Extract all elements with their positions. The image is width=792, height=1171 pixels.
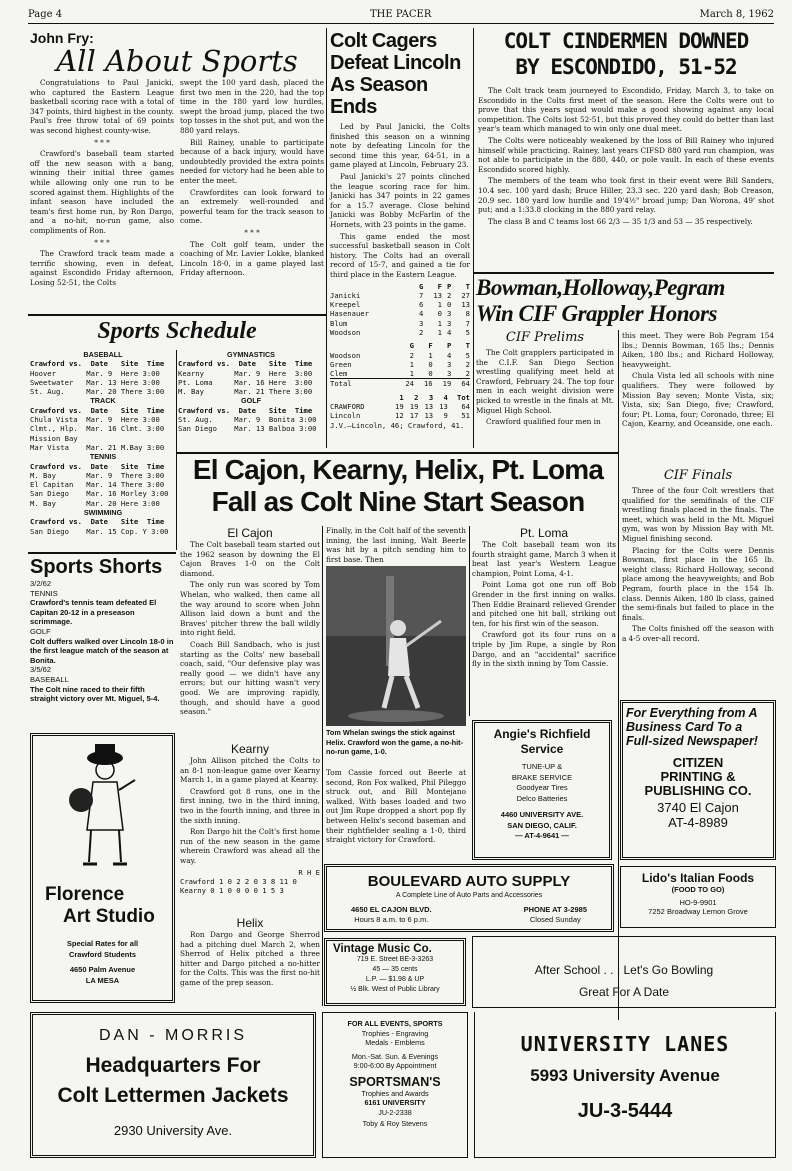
- paper-name: THE PACER: [370, 9, 432, 20]
- schedule-row: Mission Bay: [30, 433, 78, 443]
- schedule-row: Clmt., Hlp. Mar. 16 Clmt. 3:00: [30, 424, 165, 434]
- schedule-sport-tennis: TENNIS: [89, 452, 117, 462]
- cagers-title: Colt Cagers Defeat Lincoln As Season Ends: [330, 30, 461, 118]
- table-cell: 51: [461, 411, 470, 421]
- table-cell: 4: [419, 309, 424, 319]
- angies-richfield-ad: Angie's Richfield Service TUNE-UP & BRAKE SERVICE Goodyear Tires Delco Batteries 4460 UNIVERSITY AVE. SAN DIEGO, CALIF. — AT-4-9641 —: [472, 720, 612, 860]
- table-cell: 3: [446, 359, 452, 369]
- table-cell: 2: [446, 290, 452, 300]
- schedule-row: St. Aug. Mar. 9 Bonita 3:00: [178, 415, 317, 425]
- box-score-table: [330, 282, 470, 338]
- shorts-line: The Colt nine raced to their fifth straight victory over Mt. Miguel, 5-4.: [30, 684, 160, 704]
- schedule-row: M. Bay Mar. 9 There 3:00: [30, 470, 165, 480]
- all-about-sports-article: [30, 30, 324, 287]
- table-cell: 9: [443, 411, 448, 421]
- table-cell: 13: [424, 402, 434, 412]
- table-row: [330, 341, 470, 350]
- artist-illustration: [63, 740, 143, 870]
- table-row: [330, 402, 470, 411]
- helix-ending: Tom Cassie forced out Beerle at second, Ron Fox walked, Phil Pileggo struck out, and Bill Montejano walked. With bases loaded and two out Jim Rupe dropped a short pop fly between Helix's second baseman and their rightfielder sealing a 1-0, third straight victory for Crawford.: [326, 768, 466, 845]
- schedule-title: Sports Schedule: [97, 318, 257, 344]
- table-cell: Hasenauer: [330, 309, 369, 319]
- schedule-row: M. Bay Mar. 21 There 3:00: [178, 387, 313, 397]
- schedule-row: San Diego Mar. 16 Morley 3:00: [30, 489, 169, 499]
- article-column-2: swept the 100 yard dash, placed the first two men in the 220, had the top time in the 180 yard low hurdles, swept the broad jump, placed the two top tosses in the shot put, and won the 880 yard relays. Bill Rainey, unable to participate because of a back injury, would have undoubtedly provided the extra points needed for victory had he been able to enter the meet. Crawfordites can look forward to an extremely well-rounded and powerful team for the track season to come. * * * The Colt golf team, under the coaching of Mr. Lavier Lokke, blanked Lincoln 18-0, in a game played last Friday afternoon.: [180, 78, 324, 278]
- schedule-columns: Crawford vs. Date Site Time: [178, 405, 313, 415]
- table-cell: Blum: [330, 318, 348, 328]
- table-cell: 2: [414, 392, 419, 402]
- table-cell: P: [446, 281, 452, 291]
- boulevard-auto-ad: BOULEVARD AUTO SUPPLY A Complete Line of Auto Parts and Accessories 4650 EL CAJON BLVD. Hours 8 a.m. to 6 p.m. PHONE AT 3-2985 Closed Sunday: [324, 864, 614, 932]
- schedule-row: Chula Vista Mar. 9 Here 3:00: [30, 415, 160, 425]
- table-cell: 7: [419, 290, 424, 300]
- citizen-printing-ad: For Everything from A Business Card To a Full-sized Newspaper! CITIZEN PRINTING & PUBLISHING CO. 3740 El Cajon AT-4-8989: [620, 700, 776, 860]
- cif-finals-article: CIF Finals Three of the four Colt wrestlers that qualified for the semifinals of the CIF wrestling finals placed in the finals. The meet, which was held in the Mt. Miguel gym, was won by Mission Bay with Mt. Miguel finishing second. Placing for the Colts were Dennis Bowman, first place in the 165 lb. weight class; Richard Holloway, second place among the heavyweights; and Bob Pegram, fourth place in the 154 lb. class. Dennis Aiken, 180 lb class, gained the semi-finals but failed to place in the finals. The Colts finished off the season with a 4-5 over-all record.: [622, 468, 774, 643]
- shorts-line: 3/5/62: [30, 665, 52, 675]
- cindermen-title: COLT CINDERMEN DOWNED BY ESCONDIDO, 51-52: [503, 29, 749, 79]
- table-cell: 27: [461, 290, 470, 300]
- article-column-1: Congratulations to Paul Janicki, who captured the Eastern League basketball scoring race with a total of 347 points, third highest in the county. Paul's free throw total of 69 points was second highest county-wise. * * * Crawford's baseball team started off the new season with a bang, winning their initial three games while allowing only one run to be scored against them. Highlights of the infant season have included the team's first home run, by Ron Dargo, and a no-hit, no-run game, also compliments of Ron. * * * The Crawford track team made a terrific showing, even in defeat, against Escondido Friday afternoon, Losing 52-51, the Colts: [30, 78, 174, 287]
- table-cell: 4: [446, 350, 452, 360]
- jv-result: J.V.—Lincoln, 46; Crawford, 41.: [330, 420, 465, 430]
- table-row: [330, 300, 470, 309]
- table-cell: T: [465, 281, 470, 291]
- schedule-left: [30, 350, 176, 536]
- table-cell: Kreepel: [330, 300, 361, 310]
- shorts-title: Sports Shorts: [30, 556, 163, 578]
- table-cell: 19: [395, 402, 404, 412]
- table-cell: 1: [437, 300, 442, 310]
- table-cell: 3: [446, 369, 452, 379]
- table-row: [330, 411, 470, 420]
- schedule-row: Hoover Mar. 9 Here 3:00: [30, 368, 160, 378]
- schedule-row: Sweetwater Mar. 13 Here 3:00: [30, 377, 160, 387]
- baseball-photo: [326, 566, 466, 726]
- table-cell: 4: [443, 392, 448, 402]
- table-cell: 0: [446, 300, 452, 310]
- schedule-sport-gym: GYMNASTICS: [227, 350, 275, 359]
- quarter-score-table: [330, 393, 470, 421]
- table-cell: 13: [461, 300, 470, 310]
- table-cell: 4: [446, 327, 452, 337]
- table-cell: 1: [428, 350, 433, 360]
- helix-continued: Finally, in the Colt half of the seventh inning, the last inning, Walt Beerle was hit by a pitch sending him to first base. Then: [326, 526, 466, 564]
- sportsmans-trophies-ad: FOR ALL EVENTS, SPORTS Trophies - Engraving Medals - Emblems Mon.-Sat. Sun. & Evenings 9:00-6:00 By Appointment SPORTSMAN'S Trophies and Awards 6161 UNIVERSITY JU-2-2338 Toby & Roy Stevens: [322, 1012, 468, 1158]
- shorts-line: Colt duffers walked over Lincoln 18-0 in the first league match of the season at Bonita.: [30, 636, 174, 665]
- lidos-italian-foods-ad: Lido's Italian Foods (FOOD TO GO) HO-9-9901 7252 Broadway Lemon Grove: [620, 866, 776, 928]
- table-row: [330, 360, 470, 369]
- table-cell: 1: [399, 392, 404, 402]
- table-cell: 3: [419, 318, 424, 328]
- table-cell: Tot: [457, 392, 470, 402]
- schedule-row: M. Bay Mar. 20 Here 3:00: [30, 498, 160, 508]
- issue-date: March 8, 1962: [699, 9, 774, 20]
- schedule-columns: Crawford vs. Date Site Time: [30, 517, 165, 527]
- kearny-story: Kearny John Allison pitched the Colts to an 8-1 non-league game over Kearny March 1, in a game played at Kearny. Crawford got 8 runs, one in the first inning, two in the third inning, two in the fourth inning, and three in the sixth inning. Ron Dargo hit the Colt's first home run of the new season in the game wherein Crawford was ahead all the way. R H E Crawford 1 0 2 2 0 3 8 11 0 Kearny 0 1 0 0 0 0 1 5 3: [180, 742, 320, 896]
- sports-shorts: [30, 556, 174, 704]
- byline: John Fry:: [30, 30, 94, 46]
- table-cell: G: [409, 341, 414, 351]
- schedule-row: San Diego Mar. 15 Cop. Y 3:00: [30, 526, 169, 536]
- table-row: [330, 291, 470, 300]
- schedule-row: El Capitan Mar. 14 There 3:00: [30, 480, 165, 490]
- page-number: Page 4: [28, 9, 63, 20]
- table-cell: T: [465, 341, 470, 351]
- shorts-line: 3/2/62: [30, 579, 52, 588]
- table-cell: CRAWFORD: [330, 402, 365, 412]
- cif-finals-heading: CIF Finals: [663, 468, 733, 483]
- table-cell: Total: [330, 379, 352, 389]
- table-row: [330, 379, 470, 389]
- table-cell: Woodson: [330, 350, 361, 360]
- table-cell: 13: [439, 402, 448, 412]
- schedule-columns: Crawford vs. Date Site Time: [30, 461, 165, 471]
- grappler-col-2: this meet. They were Bob Pegram 154 lbs.; Dennis Bowman, 165 lbs.; Dennis Aiken, 180 lbs.; and Richard Holloway, heavyweight. Chula Vista led all schools with nine qualifiers. They were followed by Mission Bay seven; Monte Vista, six; Vista, six; San Diego, five; Crawford, four; Pt. Loma, four; Coronado, three; El Cajon, Kearny, and Oceanside, one each.: [622, 331, 774, 429]
- table-cell: Lincoln: [330, 411, 361, 421]
- schedule-sport-swimming: SWIMMING: [83, 508, 123, 518]
- table-cell: 2: [409, 350, 414, 360]
- table-cell: 13: [433, 290, 442, 300]
- grappler-title: Bowman,Holloway,Pegram Win CIF Grappler Honors: [476, 275, 725, 326]
- table-cell: 17: [409, 411, 419, 421]
- table-cell: F: [437, 281, 442, 291]
- table-cell: 19: [409, 402, 419, 412]
- bowling-ad: After School . . . Let's Go Bowling Great For A Date: [472, 936, 776, 1008]
- table-cell: 24: [405, 379, 414, 389]
- schedule-row: Pt. Loma Mar. 16 Here 3:00: [178, 377, 313, 387]
- schedule-sport-track: TRACK: [90, 396, 116, 406]
- schedule-right: [178, 350, 324, 434]
- photo-caption: Tom Whelan swings the stick against Helix. Crawford won the game, a no-hit-no-run game, 1-0.: [326, 728, 464, 757]
- table-cell: Green: [330, 359, 352, 369]
- table-cell: [330, 393, 389, 402]
- table-cell: 12: [395, 411, 404, 421]
- nine-headline: El Cajon, Kearny, Helix, Pt. Loma Fall as Colt Nine Start Season: [192, 454, 604, 517]
- table-cell: 0: [428, 369, 433, 379]
- schedule-columns: Crawford vs. Date Site Time: [178, 359, 313, 369]
- table-cell: 64: [461, 402, 470, 412]
- table-cell: 1: [409, 369, 414, 379]
- shorts-line: BASEBALL: [30, 674, 69, 684]
- cagers-article: [330, 30, 470, 430]
- table-cell: P: [446, 341, 452, 351]
- schedule-columns: Crawford vs. Date Site Time: [30, 359, 165, 369]
- table-row: [330, 282, 470, 291]
- table-cell: 19: [442, 379, 452, 389]
- shorts-line: TENNIS: [30, 588, 58, 598]
- schedule-columns: Crawford vs. Date Site Time: [30, 405, 165, 415]
- table-row: [330, 328, 470, 337]
- table-cell: 3: [428, 392, 434, 402]
- helix-story: Helix Ron Dargo and George Sherrod had a pitching duel March 2, when Sherrod of Helix pitched a three hitter and Dargo pitched a no-hitter for the Colts. This was the first no-hit game of the prep season.: [180, 916, 320, 987]
- cagers-body: Led by Paul Janicki, the Colts finished this season on a winning note by defeating Lincoln for the second time this year, 64-51, in a game played at Lincoln, February 23. Paul Janicki's 27 points clinched the league scoring race for him. Janicki has 347 points in 22 games for a 15.7 average. Close behind Janicki was Bobby McFarlin of the Hornets, with 23 points in the game. This game ended the most successful basketball season in Colt history. The Colts had an overall record of 15-7, and gained a tie for third place in the Eastern League.: [330, 122, 470, 279]
- pt-loma-story: Pt. Loma The Colt baseball team won its fourth straight game, March 3 when it beat last year's Western League champion, Point Loma, 4-1. Point Loma got one run off Bob Grender in the first inning on walks. Then Eddie Brainard relieved Grender and pitched one hit ball, striking out ten, for his first win of the season. Crawford got its four runs on a triple by Jim Rupe, a single by Ron Dargo, and an "accidental" sacrifice fly in the sixth inning by Tom Cassie.: [472, 526, 616, 669]
- table-cell: 0: [437, 309, 442, 319]
- dan-morris-ad: DAN - MORRIS Headquarters For Colt Lettermen Jackets 2930 University Ave.: [30, 1012, 316, 1158]
- table-cell: Clem: [330, 369, 348, 379]
- university-lanes-ad: UNIVERSITY LANES 5993 University Avenue JU-3-5444: [474, 1012, 776, 1158]
- florence-art-studio-ad: Florence Art Studio Special Rates for all Crawford Students 4650 Palm Avenue LA MESA: [30, 733, 175, 1003]
- table-cell: 6: [419, 300, 424, 310]
- table-row: [330, 369, 470, 379]
- table-cell: 5: [465, 327, 470, 337]
- table-cell: 0: [428, 359, 433, 369]
- cindermen-body: The Colt track team journeyed to Escondido, Friday, March 3, to take on Escondido in the Colts first meet of the season. Here the Colts were out to prove that this years squad would make a good showing against any local competition. The Colts lost 52-51, but this proved they could do better than last year's team which managed to win only one dual meet. The Colts were noticeably weakened by the loss of Bill Rainey who injured himself while practicing. Rainey, last years CIFSD 880 yard run champion, was not able to participate in the 880, 440, or pole vault. In each of these events Escondido scored highly. The members of the team who took first in their event were Bill Sanders, 10.4 sec. 100 yard dash; Bruce Hiller, 23.3 sec. 220 yard dash; Bob Creason, 20.9 sec. 180 yard low hurdle and 19'4½" broad jump; Dan Worona, 49' shot put; and a 1:33.8 clocking in the 880 yard relay. The class B and C teams lost 66 2/3 — 35 1/3 and 53 — 35 respectively.: [478, 86, 774, 226]
- table-cell: G: [419, 281, 424, 291]
- grappler-col-1: CIF Prelims The Colt grapplers participated in the C.I.F. San Diego Section wrestling qualifying meet held at Crawford, February 24. The top four men in each weight division were picked to wrestle in the finals at Mt. Miguel High School. Crawford qualified four men in: [476, 330, 614, 427]
- table-cell: F: [428, 341, 433, 351]
- cindermen-article: [478, 28, 774, 228]
- table-cell: 3: [446, 318, 452, 328]
- schedule-row: Kearny Mar. 9 Here 3:00: [178, 368, 313, 378]
- schedule-row: San Diego Mar. 13 Balboa 3:00: [178, 424, 317, 434]
- table-cell: 13: [424, 411, 434, 421]
- table-cell: Janicki: [330, 290, 361, 300]
- table-cell: 16: [423, 379, 433, 389]
- schedule-sport-baseball: BASEBALL: [83, 350, 123, 359]
- el-cajon-story: El Cajon The Colt baseball team started out the 1962 season by downing the El Cajon Braves 1-0 on the Colt diamond. The only run was scored by Tom Whelan, who walked, then came all the way around to score when John Allison laid down a bunt and the Braves' pitcher threw the ball wildly into right field. Coach Bill Sandbach, who is just starting as the Colts' new baseball coach, said, "Our defensive play was really good — we didn't have any errors; but our hitting wasn't very good. We are improving rapidly, though, and should have a good season.": [180, 526, 320, 717]
- vintage-music-ad: Vintage Music Co. 719 E. Street BE-3-3263 45 — 35 cents L.P. — $1.98 & UP ½ Blk. West of Public Library: [324, 938, 466, 1006]
- table-row: [330, 319, 470, 328]
- table-cell: [330, 341, 395, 350]
- table-row: [330, 309, 470, 318]
- table-cell: 1: [437, 318, 442, 328]
- table-cell: Woodson: [330, 327, 361, 337]
- table-cell: 2: [465, 359, 470, 369]
- table-cell: 7: [465, 318, 470, 328]
- table-cell: 2: [465, 369, 470, 379]
- shorts-line: Crawford's tennis team defeated El Capitan 20-12 in a preseason scrimmage.: [30, 598, 157, 627]
- cif-prelims-heading: CIF Prelims: [505, 330, 585, 345]
- table-cell: 2: [419, 327, 424, 337]
- table-cell: [330, 282, 414, 291]
- article-title: All About Sports: [56, 44, 298, 78]
- table-cell: 8: [465, 309, 470, 319]
- table-cell: 64: [461, 379, 470, 389]
- table-cell: 1: [409, 359, 414, 369]
- table-cell: 1: [437, 327, 442, 337]
- table-cell: 3: [446, 309, 452, 319]
- page-header: [28, 8, 774, 24]
- schedule-row: St. Aug. Mar. 20 There 3:00: [30, 387, 165, 397]
- schedule-row: Mar Vista Mar. 21 M.Bay 3:00: [30, 442, 165, 452]
- grappler-article: [476, 275, 776, 327]
- schedule-sport-golf: GOLF: [241, 396, 261, 406]
- box-score-table-2: [330, 341, 470, 388]
- table-row: [330, 393, 470, 402]
- shorts-line: GOLF: [30, 626, 51, 636]
- table-row: [330, 351, 470, 360]
- table-cell: 5: [465, 350, 470, 360]
